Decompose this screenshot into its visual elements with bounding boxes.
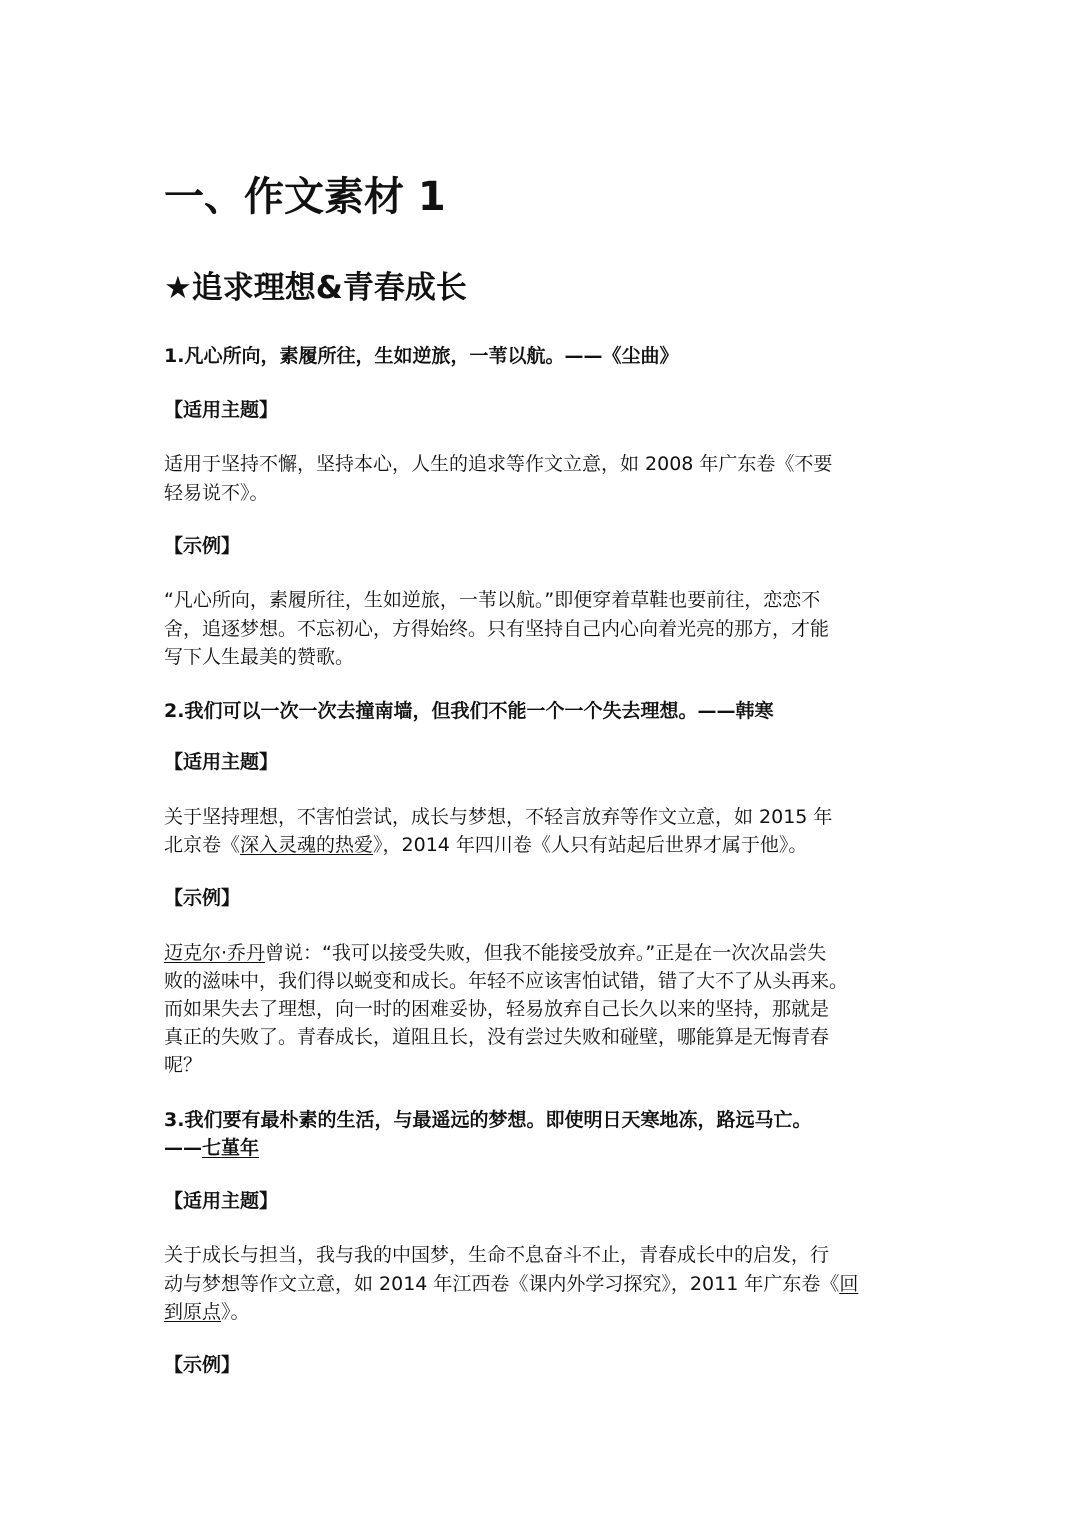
example-text-1-line-2: 舍，追逐梦想。不忘初心，方得始终。只有坚持自己内心向着光亮的那方，才能	[164, 618, 830, 640]
theme-label-3: 【适用主题】	[164, 1190, 279, 1212]
quote-3-line-2	[164, 1134, 924, 1162]
example-text-2-line-1	[164, 939, 924, 968]
theme-text-3-pre: 动与梦想等作文立意，如 2014 年江西卷《课内外学习探究》，2011 年广东卷《	[164, 1273, 840, 1295]
quote-3-line-1: 3.我们要有最朴素的生活，与最遥远的梦想。即使明日天寒地冻，路远马亡。	[164, 1109, 812, 1131]
quote-2: 2.我们可以一次一次去撞南墙，但我们不能一个一个失去理想。——韩寒	[164, 700, 774, 722]
theme-text-2-post: 》，2014 年四川卷《人只有站起后世界才属于他》。	[373, 834, 808, 856]
theme-text-3-line-2	[164, 1270, 924, 1299]
example-text-1-line-1: “凡心所向，素履所往，生如逆旅，一苇以航。”即便穿着草鞋也要前往，恋恋不	[164, 589, 821, 611]
example-text-2-line-4: 真正的失败了。青春成长，道阻且长，没有尝过失败和碰壁，哪能算是无悔青春	[164, 1026, 830, 1048]
example-text-2-line-5: 呢？	[164, 1054, 203, 1076]
example-label-1: 【示例】	[164, 535, 241, 557]
theme-label-2: 【适用主题】	[164, 751, 279, 773]
theme-text-3-line-3	[164, 1298, 924, 1327]
theme-label-1: 【适用主题】	[164, 399, 279, 421]
example-text-2-line-1-rest: 曾说：“我可以接受失败，但我不能接受放弃。”正是在一次次品尝失	[265, 942, 827, 964]
theme-text-2-pre: 北京卷《	[164, 834, 241, 856]
article-link-deep-love[interactable]: 深入灵魂的热爱	[240, 834, 374, 856]
example-text-2-line-3: 而如果失去了理想，向一时的困难妥协，轻易放弃自己长久以来的坚持，那就是	[164, 998, 830, 1020]
person-link-michael-jordan[interactable]: 迈克尔·乔丹	[164, 942, 266, 964]
author-link-qi-jin-nian[interactable]: 七堇年	[202, 1137, 260, 1159]
quote-1: 1.凡心所向，素履所往，生如逆旅，一苇以航。——《尘曲》	[164, 345, 679, 367]
document-title: 一、作文素材 1	[164, 174, 446, 220]
quote-3-dash: ——	[164, 1137, 202, 1159]
example-text-2-line-2: 败的滋味中，我们得以蜕变和成长。年轻不应该害怕试错，错了大不了从头再来。	[164, 970, 849, 992]
theme-text-2-line-2	[164, 831, 924, 860]
example-label-3: 【示例】	[164, 1354, 241, 1376]
theme-text-2-line-1: 关于坚持理想，不害怕尝试，成长与梦想，不轻言放弃等作文立意，如 2015 年	[164, 806, 833, 828]
article-link-back-to-origin-part-1[interactable]: 回	[839, 1273, 859, 1295]
theme-text-3-post: 》。	[221, 1301, 250, 1323]
article-link-back-to-origin-part-2[interactable]: 到原点	[164, 1301, 222, 1323]
example-text-1-line-3: 写下人生最美的赞歌。	[164, 646, 355, 668]
example-label-2: 【示例】	[164, 887, 241, 909]
theme-text-1-line-2: 轻易说不》。	[164, 482, 269, 504]
theme-text-1-line-1: 适用于坚持不懈，坚持本心，人生的追求等作文立意，如 2008 年广东卷《不要	[164, 453, 833, 475]
theme-text-3-line-1: 关于成长与担当，我与我的中国梦，生命不息奋斗不止，青春成长中的启发，行	[164, 1244, 830, 1266]
section-heading: ★追求理想&青春成长	[164, 270, 467, 306]
